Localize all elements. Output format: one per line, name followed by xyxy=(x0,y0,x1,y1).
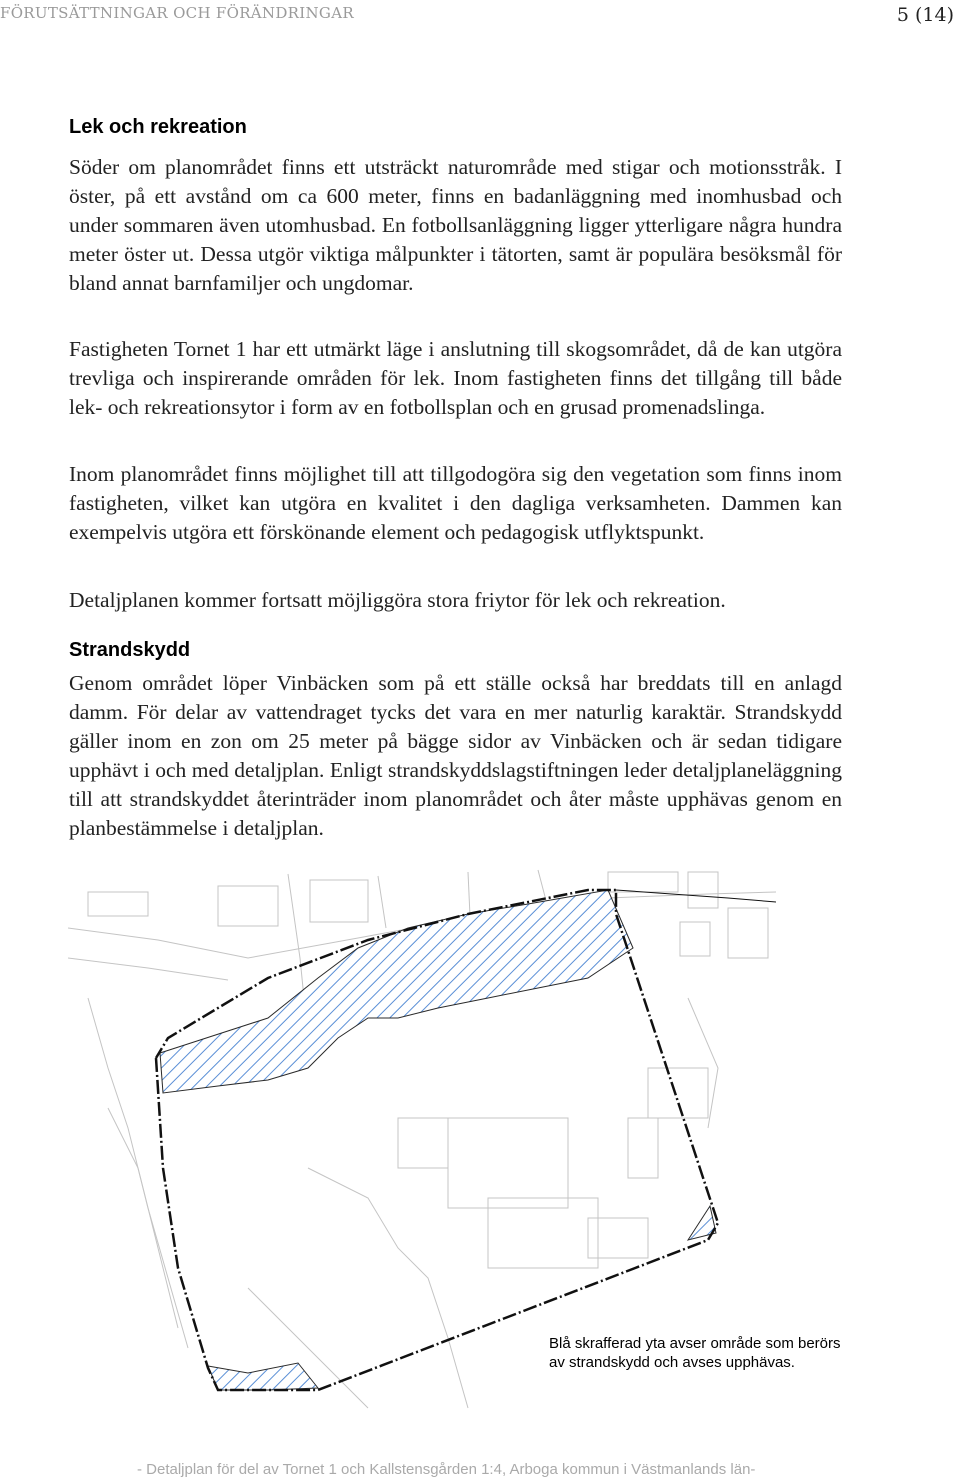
paragraph-lek-2: Fastigheten Tornet 1 har ett utmärkt läge i anslutning till skogsområdet, då de kan utgöra trevliga och inspirerande områden för lek. Inom fastigheten finns det tillgång till både lek- och rekreationsytor i form av en fotbollsplan och en grusad promenadslinga. xyxy=(69,337,842,419)
page-number: 5 (14) xyxy=(896,4,954,26)
page-footer: - Detaljplan för del av Tornet 1 och Kallstensgården 1:4, Arboga kommun i Västmanlands län- xyxy=(137,1461,756,1478)
heading-lek-och-rekreation: Lek och rekreation xyxy=(69,116,247,138)
paragraph-lek-3: Inom planområdet finns möjlighet till att tillgodogöra sig den vegetation som finns inom fastigheten, vilket kan utgöra en kvalitet i den dagliga verksamheten. Dammen kan exempelvis utgöra ett förskönande element och pedagogisk utflyktspunkt. xyxy=(69,462,842,544)
paragraph-strandskydd: Genom området löper Vinbäcken som på ett ställe också har breddats till en anlagd damm. För delar av vattendraget tycks det vara en mer naturlig karaktär. Strandskydd gäller inom en zon om 25 meter på bägge sidor av Vinbäcken och är sedan tidigare upphävt i och med detaljplan. Enligt strandskyddslagstiftningen leder detaljplaneläggning till att strandskyddet återinträder inom planområdet och åter måste upphävas genom en planbestämmelse i detaljplan. xyxy=(69,671,842,840)
running-header-section: FÖRUTSÄTTNINGAR OCH FÖRÄNDRINGAR xyxy=(0,4,354,22)
paragraph-lek-4: Detaljplanen kommer fortsatt möjliggöra stora friytor för lek och rekreation. xyxy=(69,588,726,612)
paragraph-lek-1: Söder om planområdet finns ett utsträckt naturområde med stigar och motionsstråk. I öster, på ett avstånd om ca 600 meter, finns en badanläggning med inomhusbad och under sommaren även utomhusbad. En fotbollsanläggning ligger ytterligare några hundra meter öster ut. Dessa utgör viktiga målpunkter i tätorten, samt är populära besöksmål för bland annat barnfamiljer och ungdomar. xyxy=(69,155,842,295)
map-caption: Blå skrafferad yta avser område som berörs av strandskydd och avses upphävas. xyxy=(549,1335,841,1371)
heading-strandskydd: Strandskydd xyxy=(69,639,191,661)
